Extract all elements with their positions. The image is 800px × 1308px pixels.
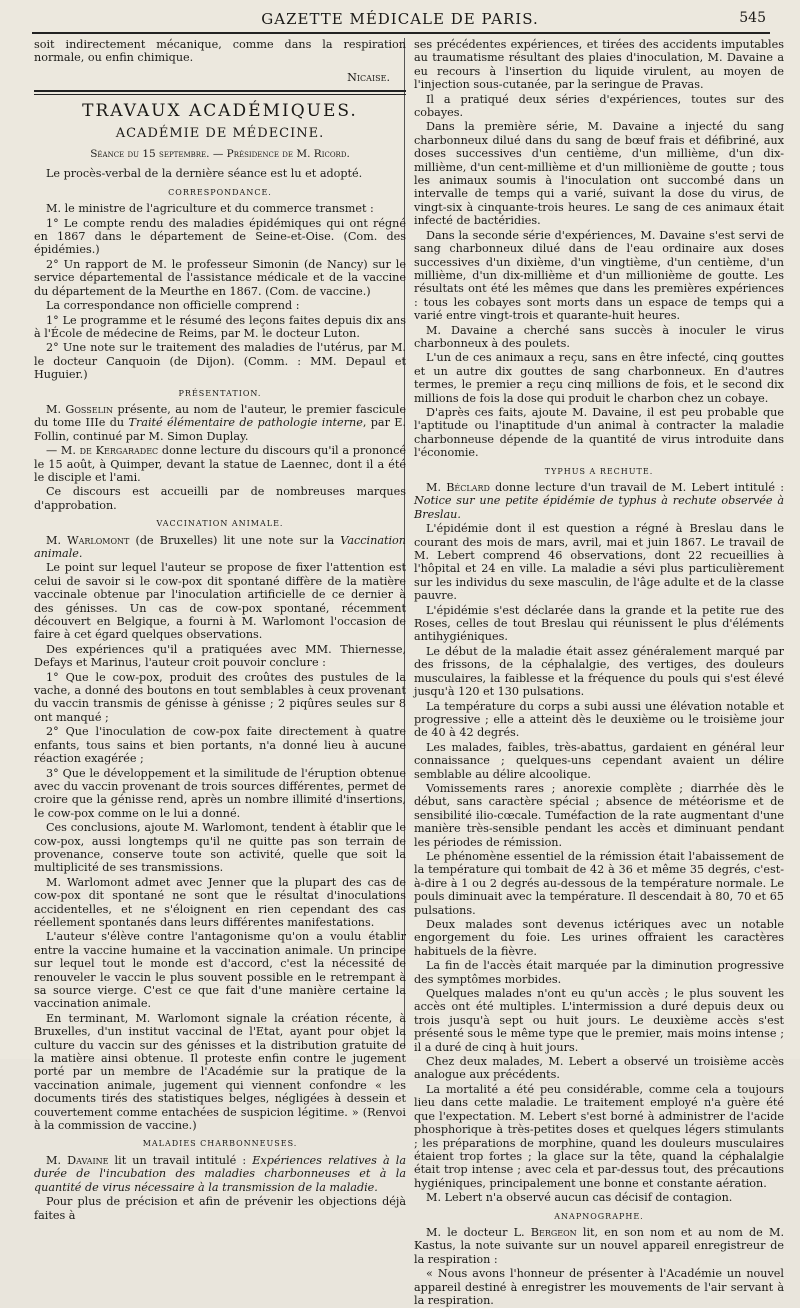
paragraph: 3° Que le développement et la similitude de l'éruption obtenue avec du vaccin provenant de trois sources différentes, permet de croire que la génisse rend, après un nombre illimité d'insertions, le cow-pox comme on le lui a donné. xyxy=(34,766,406,820)
paragraph xyxy=(34,534,406,561)
paragraph: Dans la première série, M. Davaine a injecté du sang charbonneux dilué dans du sang de bœuf frais et défibriné, aux doses successives d'un centième, d'un millième, d'un dix-millième, d'un cent-millième et d'un millionième de goutte ; tous les animaux soumis à l'inoculation ont succombé dans un intervalle de temps qui a varié, suivant la dose du virus, de vingt-six à cinquante-trois heures. Le sang de ces animaux était infecté de bactéridies. xyxy=(414,120,784,228)
paragraph: Le début de la maladie était assez généralement marqué par des frissons, de la céphalalgie, des vertiges, des douleurs musculaires, la faiblesse et la fréquence du pouls qui s'est élevé jusqu'à 120 et 130 pulsations. xyxy=(414,644,784,699)
paragraph: Deux malades sont devenus ictériques avec un notable engorgement du foie. Les urines offraient les caractères habituels de la fièvre. xyxy=(414,918,784,958)
paragraph: Le procès-verbal de la dernière séance est lu et adopté. xyxy=(46,167,363,181)
paragraph xyxy=(34,1154,406,1194)
session-line: Séance du 15 septembre. — Présidence de M. Ricord. xyxy=(90,148,350,161)
subsection-heading: CORRESPONDANCE. xyxy=(168,187,272,197)
page-number: 545 xyxy=(739,10,766,26)
paragraph xyxy=(414,481,784,521)
subsection-heading: ANAPNOGRAPHE. xyxy=(554,1211,644,1221)
paragraph: 1° Le compte rendu des maladies épidémiques qui ont régné en 1867 dans le département de Seine-et-Oise. (Com. des épidémies.) xyxy=(34,216,406,257)
paragraph: Ces conclusions, ajoute M. Warlomont, tendent à établir que le cow-pox, aussi longtemps qu'il ne quitte pas son terrain de provenance, conserve toute son activité, quelle que soit la multiplicité de ses transmissions. xyxy=(34,821,406,875)
paragraph: M. Warlomont admet avec Jenner que la plupart des cas de cow-pox dit spontané ne sont que le résultat d'inoculations accidentelles, et ne s'éloignent en rien cependant des cas réellement spontanés dans leurs différentes manifestations. xyxy=(34,875,406,929)
section-rule-heavy xyxy=(34,90,406,92)
section-subtitle: ACADÉMIE DE MÉDECINE. xyxy=(115,125,325,141)
speaker-name: M. Béclard xyxy=(426,481,490,494)
subsection-heading: VACCINATION ANIMALE. xyxy=(156,519,284,529)
text-run: M. le docteur xyxy=(426,1225,514,1239)
paragraph: Le point sur lequel l'auteur se propose de fixer l'attention est celui de savoir si le cow-pox dit spontané diffère de la matière vaccinale obtenue par l'inoculation artificielle de ce dernier à des génisses. Un cas de cow-pox spontané, récemment découvert en Belgique, a fourni à M. Warlomont l'occasion de faire à cet égard quelques observations. xyxy=(34,561,406,642)
section-title: TRAVAUX ACADÉMIQUES. xyxy=(82,101,358,122)
speaker-name: — M. de Kergaradec xyxy=(46,444,159,458)
page-header xyxy=(30,10,770,32)
paragraph: L'épidémie s'est déclarée dans la grande et la petite rue des Roses, celles de tout Breslau qui réunissent le plus d'éléments antihygiéniques. xyxy=(414,603,784,644)
paragraph: Il a pratiqué deux séries d'expériences, toutes sur des cobayes. xyxy=(414,92,784,120)
paragraph: Chez deux malades, M. Lebert a observé un troisième accès analogue aux précédents. xyxy=(414,1055,784,1082)
subsection-heading: TYPHUS A RECHUTE. xyxy=(544,466,654,476)
paragraph: M. Davaine a cherché sans succès à inoculer le virus charbonneux à des poulets. xyxy=(414,323,784,350)
header-rule xyxy=(32,32,770,34)
subsection-heading: MALADIES CHARBONNEUSES. xyxy=(142,1139,298,1149)
paragraph: 1° Le programme et le résumé des leçons faites depuis dix ans à l'École de médecine de Reims, par M. le docteur Luton. xyxy=(34,313,406,340)
text-run: lit un travail intitulé : xyxy=(108,1153,253,1167)
paragraph: 1° Que le cow-pox, produit des croûtes des pustules de la vache, a donné des boutons en tout semblables à ceux provenant du vaccin transmis de génisse à génisse ; 2 piqûres seules sur 8 ont manqué ; xyxy=(34,670,406,724)
subsection-heading: PRÉSENTATION. xyxy=(178,388,262,398)
paragraph: M. le ministre de l'agriculture et du commerce transmet : xyxy=(46,202,374,216)
speaker-name: M. Gosselin xyxy=(46,402,114,416)
text-run: lit, en son nom et au nom de M. Kastus, la note suivante sur un nouvel appareil enregistreur de la respiration : xyxy=(414,1225,785,1266)
paragraph: La fin de l'accès était marquée par la diminution progressive des symptômes morbides. xyxy=(414,959,784,986)
paragraph: « Nous avons l'honneur de présenter à l'Académie un nouvel appareil destiné à enregistrer les mouvements de l'air servant à la respiration. xyxy=(414,1267,784,1307)
paragraph: soit indirectement mécanique, comme dans la respiration normale, ou enfin chimique. xyxy=(34,38,406,65)
paragraph: L'un de ces animaux a reçu, sans en être infecté, cinq gouttes et un autre dix gouttes de sang charbonneux. En d'autres termes, le premier a reçu cinq millions de fois, et le second dix millions de fois la dose qui produit le charbon chez un cobaye. xyxy=(414,351,784,405)
section-rule-light xyxy=(34,94,406,95)
paper-title: Vaccination animale. xyxy=(34,533,407,560)
text-run: , par E. Follin, continué par M. Simon Duplay. xyxy=(34,416,406,443)
paragraph: Les malades, faibles, très-abattus, gardaient en général leur connaissance ; quelques-uns cependant avaient un délire semblable au délire alcoolique. xyxy=(414,740,784,781)
text-run: donne lecture d'un travail de M. Lebert intitulé : xyxy=(489,481,785,494)
speaker-name: M. Warlomont xyxy=(46,533,130,547)
paper-title: Expériences relatives à la durée de l'incubation des maladies charbonneuses et à la quantité de virus nécessaire à la transmission de la maladie. xyxy=(34,1153,406,1194)
paper-title: Notice sur une petite épidémie de typhus à rechute observée à Breslau. xyxy=(414,494,784,521)
paragraph: D'après ces faits, ajoute M. Davaine, il est peu probable que l'aptitude ou l'inaptitude d'un animal à contracter la maladie charbonneuse dépende de la quantité de virus introduite dans l'économie. xyxy=(414,405,784,460)
paragraph: 2° Une note sur le traitement des maladies de l'utérus, par M. le docteur Canquoin (de Dijon). (Comm. : MM. Depaul et Huguier.) xyxy=(34,341,406,382)
speaker-name: L. Bergeon xyxy=(513,1225,577,1239)
paragraph xyxy=(414,1226,784,1266)
paragraph: Des expériences qu'il a pratiquées avec MM. Thiernesse, Defays et Marinus, l'auteur croit pouvoir conclure : xyxy=(34,642,406,670)
paragraph: 2° Que l'inoculation de cow-pox faite directement à quatre enfants, tous sains et bien portants, n'a donné lieu à aucune réaction exagérée ; xyxy=(34,725,406,766)
journal-title: GAZETTE MÉDICALE DE PARIS. xyxy=(261,10,539,28)
text-run: donne lecture du discours qu'il a prononcé le 15 août, à Quimper, devant la statue de Laennec, dont il a été le disciple et l'ami. xyxy=(34,444,406,484)
paragraph: Ce discours est accueilli par de nombreuses marques d'approbation. xyxy=(34,485,406,512)
author-signature: Nicaise. xyxy=(347,70,390,84)
paragraph: La correspondance non officielle comprend : xyxy=(46,299,300,313)
paragraph: La température du corps a subi aussi une élévation notable et progressive ; elle a atteint dès le deuxième ou le troisième jour de 40 à 42 degrés. xyxy=(414,699,784,740)
paragraph: L'auteur s'élève contre l'antagonisme qu'on a voulu établir entre la vaccine humaine et la vaccination animale. Un principe sur lequel tout le monde est d'accord, c'est la nécessité de renouveler le vaccin le plus souvent possible en le retrempant à sa source vierge. C'est ce que fait d'une manière certaine la vaccination animale. xyxy=(34,930,406,1011)
left-column xyxy=(34,38,406,1223)
paragraph xyxy=(34,444,406,484)
speaker-name: M. Davaine xyxy=(46,1153,109,1167)
text-run: (de Bruxelles) lit une note sur la xyxy=(129,533,341,547)
paragraph: M. Lebert n'a observé aucun cas décisif de contagion. xyxy=(426,1191,733,1205)
paragraph: Le phénomène essentiel de la rémission était l'abaissement de la température qui tombait de 42 à 36 et même 35 degrés, c'est-à-dire à 1 ou 2 degrés au-dessous de la température normale. Le pouls diminuait avec la température. Il descendait à 80, 70 et 65 pulsations. xyxy=(414,849,784,917)
paragraph: En terminant, M. Warlomont signale la création récente, à Bruxelles, d'un institut vaccinal de l'Etat, ayant pour objet la culture du vaccin sur des génisses et la distribution gratuite de la matière ainsi obtenue. Il proteste enfin contre le jugement porté par un membre de l'Académie sur la pratique de la vaccination animale, jugement qui viennent confondre « les documents tirés des statistiques belges, négligées à dessein et couvertement comme entachées de suspicion légitime. » (Renvoi à la commission de vaccine.) xyxy=(34,1011,406,1133)
paragraph xyxy=(34,403,406,443)
paragraph: Quelques malades n'ont eu qu'un accès ; le plus souvent les accès ont été multiples. L'intermission a duré depuis deux ou trois jusqu'à sept ou huit jours. Le deuxième accès s'est présenté sous le même type que le premier, mais moins intense ; il a duré de cinq à huit jours. xyxy=(414,987,784,1054)
paragraph: ses précédentes expériences, et tirées des accidents imputables au traumatisme résultant des plaies d'inoculation, M. Davaine a eu recours à l'insertion du liquide virulent, au moyen de l'injection sous-cutanée, par la seringue de Pravas. xyxy=(414,38,784,92)
book-title: Traité élémentaire de pathologie interne xyxy=(128,416,363,430)
paragraph: Pour plus de précision et afin de prévenir les objections déjà faites à xyxy=(34,1195,406,1222)
paragraph: L'épidémie dont il est question a régné à Breslau dans le courant des mois de mars, avril, mai et juin 1867. Le travail de M. Lebert comprend 46 observations, dont 22 recueillies à l'hôpital et 24 en ville. La maladie a sévi plus particulièrement sur les individus du sexe masculin, de l'âge adulte et de la classe pauvre. xyxy=(414,522,784,603)
paragraph: Dans la seconde série d'expériences, M. Davaine s'est servi de sang charbonneux dilué dans de l'eau ordinaire aux doses successives d'un dixième, d'un vingtième, d'un centième, d'un millième, d'un dix-millième et d'un millionième de goutte. Les résultats ont été les mêmes que dans les premières expériences : tous les cobayes sont morts dans un espace de temps qui a varié entre vingt-trois et quarante-huit heures. xyxy=(414,228,784,323)
text-run: présente, au nom de l'auteur, le premier fascicule du tome IIIe du xyxy=(34,402,406,430)
paragraph: 2° Un rapport de M. le professeur Simonin (de Nancy) sur le service départemental de l'assistance médicale et de la vaccine du département de la Meurthe en 1867. (Com. de vaccine.) xyxy=(34,257,406,298)
paragraph: Vomissements rares ; anorexie complète ; diarrhée dès le début, sans caractère spécial ; absence de météorisme et de sensibilité ilio-cœcale. Tuméfaction de la rate augmentant d'une manière très-sensible pendant les accès et diminuant pendant les périodes de rémission. xyxy=(414,781,784,849)
paragraph: La mortalité a été peu considérable, comme cela a toujours lieu dans cette maladie. Le traitement employé n'a guère été que l'expectation. M. Lebert s'est borné à administrer de l'acide phosphorique à très-petites doses et quelques légers stimulants ; les préparations de morphine, quand les douleurs musculaires étaient trop fortes ; la glace sur la tête, quand la céphalalgie était trop intense ; avec cela et par-dessus tout, des précautions hygiéniques, principalement une bonne et constante aération. xyxy=(414,1082,784,1190)
right-column xyxy=(414,38,784,1308)
